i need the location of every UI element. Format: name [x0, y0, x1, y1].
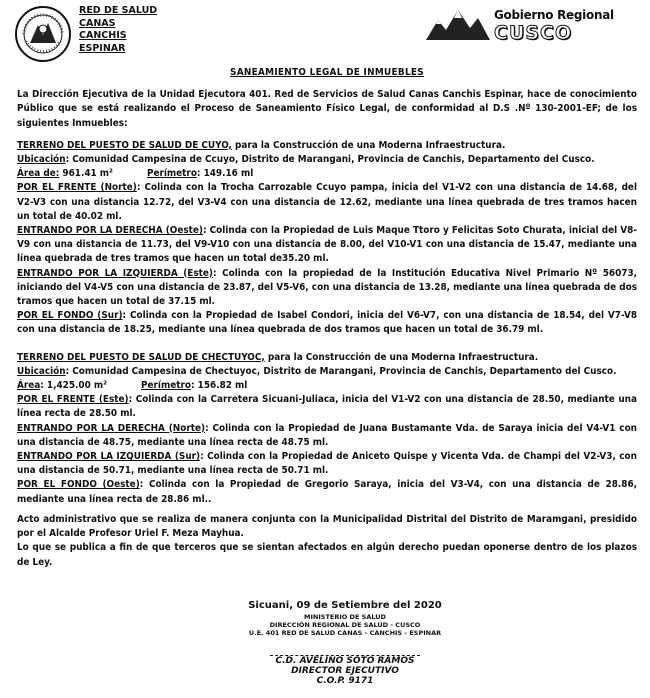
- derecha-label: ENTRANDO POR LA DERECHA (Oeste): [17, 225, 203, 237]
- letterhead: [0, 0, 650, 68]
- signature-block: [230, 600, 460, 686]
- property2-fondo: [17, 478, 637, 506]
- notice-body: [17, 66, 637, 570]
- intro-paragraph: La Dirección Ejecutiva de la Unidad Ejecutora 401. Red de Servicios de Salud Canas Canchis Espinar, hace de conocimiento Público que se está realizando el Proceso de Saneamiento Físico Legal, de conformidad al D.S .Nº 130-2001-EF; de los siguientes Inmuebles:: [17, 89, 637, 129]
- fondo-text: : Colinda con la Propiedad de Isabel Condori, inicia del V6-V7, con una distancia de 18.54, del V7-V8 con una distancia de 18.25, mediante una línea quebrada de dos tramos que hacen un total de 36.79 ml.: [17, 310, 637, 336]
- property2-frente: [17, 393, 637, 421]
- property1-title-rest: para la Construcción de una Moderna Infraestructura.: [231, 139, 506, 151]
- property1-heading: [17, 139, 637, 153]
- gobierno-regional-logo: [424, 6, 639, 44]
- signer-role: DIRECTOR EJECUTIVO: [291, 666, 399, 676]
- property2-title: TERRENO DEL PUESTO DE SALUD DE CHECTUYOC,: [17, 351, 265, 363]
- ubicacion-label: Ubicación: [17, 365, 66, 377]
- gob-line2: CUSCO: [494, 22, 573, 44]
- gob-line1: Gobierno Regional: [494, 8, 614, 22]
- property1-derecha: [17, 224, 637, 267]
- org-line: RED DE SALUD: [79, 5, 158, 16]
- fondo-text: : Colinda con la Propiedad de Gregorio Saraya, inicia del V3-V4, con una distancia de 28.86, mediante una línea recta de 28.86 ml..: [17, 479, 638, 505]
- area-value: : 1,425.00 m²: [40, 380, 108, 392]
- property2-area: [17, 379, 637, 393]
- org-line: ESPINAR: [79, 42, 126, 54]
- property2-ubicacion: [17, 365, 637, 379]
- org-line: CANCHIS: [79, 30, 127, 41]
- org-name: [79, 5, 157, 55]
- property1-area: [17, 167, 637, 181]
- official-stamp: [230, 613, 460, 637]
- area-value: 961.41 m²: [59, 168, 113, 180]
- property2-izquierda: [17, 450, 637, 478]
- perimetro-value: : 149.16 ml: [196, 168, 254, 180]
- fondo-label: POR EL FONDO (Sur): [17, 310, 123, 322]
- izquierda-label: ENTRANDO POR LA IZQUIERDA (Sur): [17, 451, 201, 463]
- derecha-text: : Colinda con la Propiedad de Juana Bustamante Vda. de Saraya inicia del V4-V1 con una distancia de 48.75, mediante una línea recta de 48.75 ml.: [17, 422, 637, 448]
- frente-text: : Colinda con la Carretera Sicuani-Juliaca, inicia del V1-V2 con una distancia de 28.50, mediante una línea recta de 28.50 ml.: [17, 394, 637, 420]
- frente-text: : Colinda con la Trocha Carrozable Ccuyo pampa, inicia del V1-V2 con una distancia de 14.68, del V2-V3 con una distancia 12.72, del V3-V4 con una distancia de 12.62, mediante una línea quebrada de tres tramos hacen un total de 40.02 ml.: [17, 182, 637, 222]
- closing-paragraph: Acto administrativo que se realiza de manera conjunta con la Municipalidad Distrital del Distrito de Maramgani, presidido por el Alcalde Profesor Uriel F. Meza Mayhua.: [17, 513, 637, 540]
- derecha-label: ENTRANDO POR LA DERECHA (Norte): [17, 422, 206, 434]
- property1-izquierda: [17, 267, 637, 310]
- izquierda-text: : Colinda con la Propiedad de Aniceto Quispe y Vicenta Vda. de Champi del V2-V3, con una distancia de 50.71, mediante una línea recta de 50.71 ml.: [17, 451, 637, 477]
- property1-ubicacion: [17, 153, 637, 167]
- frente-label: POR EL FRENTE (Norte): [17, 182, 137, 194]
- izquierda-label: ENTRANDO POR LA IZQUIERDA (Este): [17, 267, 213, 279]
- ubicacion-text: : Comunidad Campesina de Ccuyo, Distrito de Marangani, Provincia de Canchis, Departamento del Cusco.: [65, 154, 595, 166]
- stamp-line: MINISTERIO DE SALUD: [304, 613, 386, 621]
- stamp-line: DIRECCIÓN REGIONAL DE SALUD - CUSCO: [269, 621, 421, 629]
- izquierda-text: : Colinda con la propiedad de la Institución Educativa Nivel Primario Nº 56073, iniciando del V4-V5 con una distancia de 23.87, del V5-V6, con una distancia de 13.28, mediante una línea quebrada de dos tramos que hacen un total de 37.15 ml.: [17, 267, 637, 308]
- property1-frente: [17, 181, 637, 224]
- property2-title-rest: para la Construcción de una Moderna Infraestructura.: [264, 351, 539, 363]
- org-line: CANAS: [79, 17, 116, 29]
- frente-label: POR EL FRENTE (Este): [17, 394, 129, 406]
- signer-cop: C.O.P. 9171: [316, 676, 374, 686]
- stamp-line: U.E. 401 RED DE SALUD CANAS - CANCHIS - ESPINAR: [248, 629, 442, 637]
- area-label: Área de:: [17, 168, 60, 180]
- publication-paragraph: Lo que se publica a fin de que terceros que se sientan afectados en algún derecho puedan oponerse dentro de los plazos de Ley.: [17, 542, 637, 568]
- perimetro-label: Perímetro: [146, 168, 197, 180]
- perimetro-label: Perímetro: [141, 380, 191, 392]
- signer-name: C.D. AVELINO SOTO RAMOS: [275, 656, 415, 666]
- area-label: Área: [17, 380, 41, 392]
- page-title: SANEAMIENTO LEGAL DE INMUEBLES: [230, 67, 424, 78]
- place-date: Sicuani, 09 de Setiembre del 2020: [248, 600, 442, 611]
- red-salud-seal-icon: [14, 5, 72, 63]
- mountain-logo-icon: [424, 6, 492, 42]
- property2-derecha: [17, 422, 637, 450]
- property2-heading: [17, 351, 637, 365]
- ubicacion-label: Ubicación: [17, 154, 66, 166]
- perimetro-value: : 156.82 ml: [191, 380, 248, 392]
- derecha-text: : Colinda con la Propiedad de Luis Maque Ttoro y Felicitas Soto Churata, inicial del V8-V9 con una distancia de 11.73, del V9-V10 con una distancia de 8.00, del V10-V1 con una distancia de 15.47, mediante una línea quebrada de tres tramos que hacen un total de35.20 ml.: [17, 225, 638, 265]
- property1-title: TERRENO DEL PUESTO DE SALUD DE CUYO,: [17, 139, 232, 151]
- fondo-label: POR EL FONDO (Oeste): [17, 479, 140, 491]
- ubicacion-text: : Comunidad Campesina de Chectuyoc, Distrito de Marangani, Provincia de Canchis, Departamento del Cusco.: [65, 365, 617, 377]
- property1-fondo: [17, 309, 637, 337]
